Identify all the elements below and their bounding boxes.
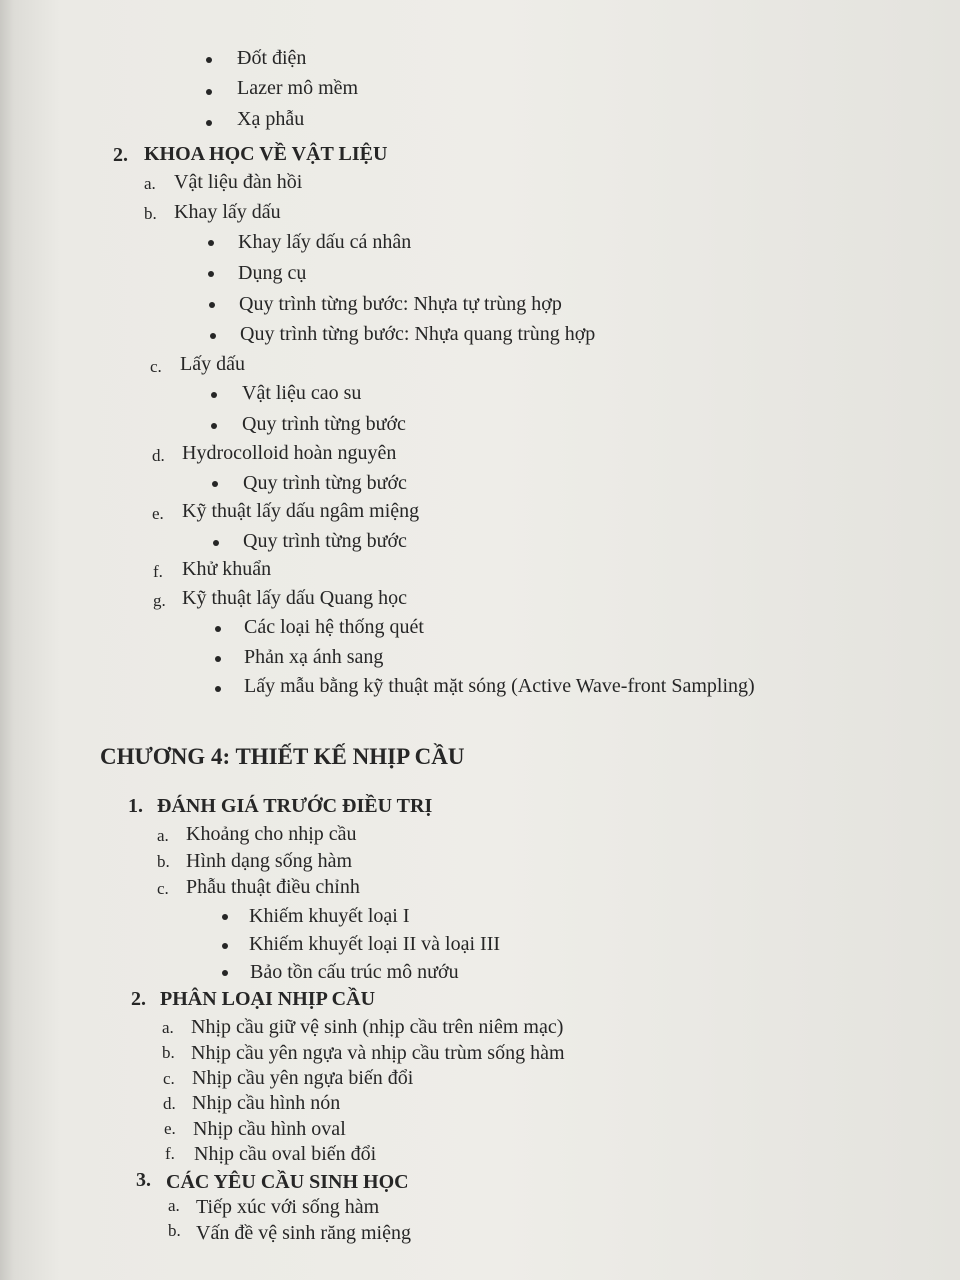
- list-item: Nhịp cầu oval biến đổi: [194, 1143, 377, 1165]
- bullet-icon: [211, 392, 217, 398]
- list-marker: e.: [152, 504, 164, 523]
- bullet-icon: [215, 626, 221, 632]
- list-marker: a.: [162, 1018, 174, 1037]
- section-heading: PHÂN LOẠI NHỊP CẦU: [160, 988, 376, 1010]
- list-marker: f.: [153, 562, 163, 581]
- list-item: Nhịp cầu yên ngựa biến đổi: [192, 1067, 414, 1089]
- list-item: Phản xạ ánh sang: [244, 646, 384, 668]
- list-item: Khay lấy dấu: [174, 201, 281, 223]
- bullet-icon: [209, 302, 215, 308]
- list-marker: d.: [163, 1094, 176, 1113]
- list-item: Vật liệu cao su: [242, 382, 362, 404]
- chapter-title: CHƯƠNG 4: THIẾT KẾ NHỊP CẦU: [100, 744, 465, 769]
- bullet-icon: [222, 914, 228, 920]
- list-item: Kỹ thuật lấy dấu ngâm miệng: [182, 500, 420, 522]
- list-item: Lazer mô mềm: [237, 77, 359, 99]
- list-item: Quy trình từng bước: Nhựa tự trùng hợp: [239, 293, 562, 315]
- list-item: Đốt điện: [237, 47, 307, 69]
- list-item: Dụng cụ: [238, 262, 307, 284]
- list-item: Tiếp xúc với sống hàm: [196, 1196, 380, 1218]
- bullet-icon: [213, 540, 219, 546]
- list-marker: c.: [163, 1069, 175, 1088]
- list-item: Khiếm khuyết loại II và loại III: [249, 933, 501, 955]
- list-marker: f.: [165, 1144, 175, 1163]
- list-marker: b.: [144, 204, 157, 223]
- section-number: 2.: [113, 144, 128, 166]
- section-number: 1.: [128, 795, 143, 817]
- list-item: Vấn đề vệ sinh răng miệng: [196, 1222, 411, 1244]
- section-number: 3.: [136, 1169, 151, 1191]
- list-item: Quy trình từng bước: [243, 530, 407, 552]
- bullet-icon: [208, 271, 214, 277]
- bullet-icon: [222, 970, 228, 976]
- list-item: Quy trình từng bước: [243, 472, 407, 494]
- bullet-icon: [206, 89, 212, 95]
- list-item: Xạ phẫu: [237, 108, 305, 130]
- list-item: Bảo tồn cấu trúc mô nướu: [250, 961, 459, 983]
- list-item: Lấy mẫu bằng kỹ thuật mặt sóng (Active Wave-front Sampling): [244, 675, 755, 697]
- bullet-icon: [215, 686, 221, 692]
- list-item: Nhịp cầu hình oval: [193, 1118, 346, 1140]
- list-item: Khiếm khuyết loại I: [249, 905, 410, 927]
- list-item: Quy trình từng bước: Nhựa quang trùng hợp: [240, 323, 596, 345]
- list-item: Hình dạng sống hàm: [186, 850, 353, 872]
- list-item: Lấy dấu: [180, 353, 245, 375]
- list-item: Hydrocolloid hoàn nguyên: [182, 442, 397, 464]
- section-heading: CÁC YÊU CẦU SINH HỌC: [166, 1171, 409, 1193]
- list-item: Khử khuẩn: [182, 558, 272, 580]
- list-marker: b.: [168, 1221, 181, 1240]
- list-marker: b.: [157, 852, 170, 871]
- bullet-icon: [212, 481, 218, 487]
- list-marker: c.: [157, 879, 169, 898]
- list-item: Phẫu thuật điều chỉnh: [186, 876, 360, 898]
- list-marker: g.: [153, 591, 166, 610]
- bullet-icon: [208, 240, 214, 246]
- bullet-icon: [210, 333, 216, 339]
- list-item: Quy trình từng bước: [242, 413, 406, 435]
- list-marker: a.: [168, 1196, 180, 1215]
- list-item: Khay lấy dấu cá nhân: [238, 231, 412, 253]
- list-item: Khoảng cho nhịp cầu: [186, 823, 357, 845]
- list-item: Kỹ thuật lấy dấu Quang học: [182, 587, 407, 609]
- list-item: Các loại hệ thống quét: [244, 616, 424, 638]
- list-item: Vật liệu đàn hồi: [174, 171, 303, 193]
- section-heading: KHOA HỌC VỀ VẬT LIỆU: [144, 143, 388, 165]
- list-marker: d.: [152, 446, 165, 465]
- section-heading: ĐÁNH GIÁ TRƯỚC ĐIỀU TRỊ: [157, 795, 433, 817]
- bullet-icon: [215, 656, 221, 662]
- list-item: Nhịp cầu giữ vệ sinh (nhịp cầu trên niêm mạc): [191, 1016, 564, 1038]
- list-marker: e.: [164, 1119, 176, 1138]
- list-item: Nhịp cầu hình nón: [192, 1092, 341, 1114]
- bullet-icon: [206, 120, 212, 126]
- list-marker: a.: [157, 826, 169, 845]
- bullet-icon: [206, 57, 212, 63]
- list-item: Nhịp cầu yên ngựa và nhịp cầu trùm sống hàm: [191, 1042, 565, 1064]
- list-marker: c.: [150, 357, 162, 376]
- bullet-icon: [222, 943, 228, 949]
- section-number: 2.: [131, 988, 146, 1010]
- list-marker: b.: [162, 1043, 175, 1062]
- bullet-icon: [211, 423, 217, 429]
- list-marker: a.: [144, 174, 156, 193]
